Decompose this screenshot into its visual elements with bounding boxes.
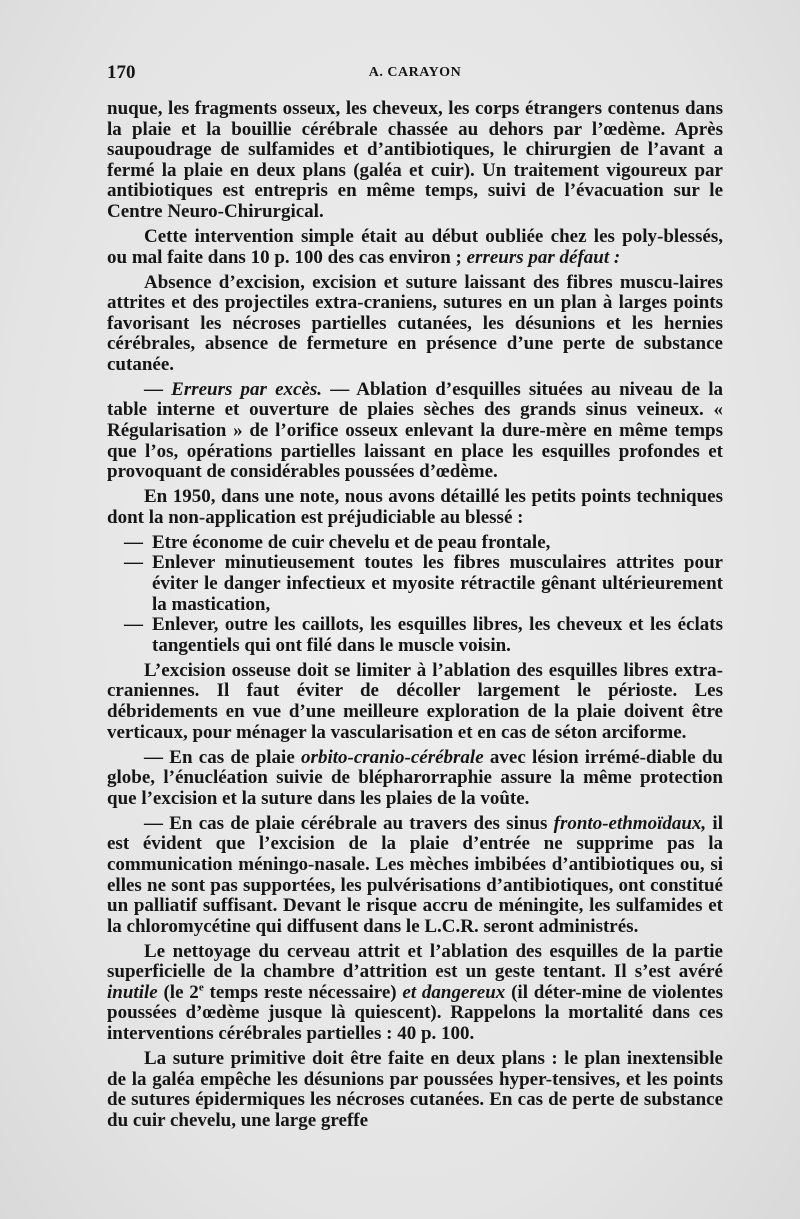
paragraph-continued: nuque, les fragments osseux, les cheveux, les corps étrangers contenus dans la plaie et la bouillie cérébrale chassée au dehors par l’œdème. Après saupoudrage de sulfamides et d’antibiotiques, le chirurgien de l’avant a fermé la plaie en deux plans (galéa et cuir). Un traitement vigoureux par antibiotiques est entrepris en même temps, suivi de l’évacuation sur le Centre Neuro-Chirurgical. <box>107 98 723 222</box>
list-item-text: Enlever minutieusement toutes les fibres musculaires attrites pour éviter le danger infectieux et myosite rétractile gênant ultérieurement la mastication, <box>152 552 723 615</box>
paragraph-intervention-text: Cette intervention simple était au début oubliée chez les poly-blessés, ou mal faite dans 10 p. 100 des cas environ ; <box>107 225 723 268</box>
paragraph-nettoyage-italic-dangereux: et dangereux <box>402 981 506 1003</box>
paragraph-orbito-text: avec lésion irrémé-diable du globe, l’énucléation suivie de blépharorraphie assure la même protection que l’excision et la suture dans les plaies de la voûte. <box>107 746 723 809</box>
list-dash: — <box>124 552 143 574</box>
paragraph-fronto-lead: — En cas de plaie cérébrale au travers des sinus <box>144 812 554 834</box>
paragraph-excision-osseuse: L’excision osseuse doit se limiter à l’ablation des esquilles libres extra-craniennes. Il faut éviter de décoller largement le périoste. Les débridements en vue d’une meilleure exploration de la plaie doivent être verticaux, pour ménager la vascularisation et en cas de séton arciforme. <box>107 659 723 743</box>
paragraph-orbito-cranio <box>107 748 723 810</box>
paragraph-intervention-italic: erreurs par défaut : <box>466 246 621 268</box>
technique-list <box>107 533 723 657</box>
paragraph-nettoyage-c: temps reste nécessaire) <box>203 981 403 1003</box>
body-text <box>107 99 723 1136</box>
running-head-author: A. CARAYON <box>368 65 462 80</box>
list-dash: — <box>124 531 143 553</box>
paragraph-orbito-lead: — En cas de plaie <box>144 746 302 768</box>
paragraph-nettoyage-italic-inutile: inutile <box>107 981 158 1003</box>
paragraph-1950-note: En 1950, dans une note, nous avons détaillé les petits points techniques dont la non-application est préjudiciable au blessé : <box>107 486 723 528</box>
list-item-text: Etre économe de cuir chevelu et de peau frontale, <box>152 531 551 553</box>
paragraph-erreurs-dash: — <box>144 378 172 400</box>
paragraph-nettoyage <box>107 942 723 1045</box>
paragraph-erreurs-exces <box>107 380 723 483</box>
list-dash: — <box>124 614 143 636</box>
list-item <box>107 615 723 656</box>
list-item <box>107 553 723 615</box>
paragraph-orbito-italic: orbito-cranio-cérébrale <box>301 746 484 768</box>
paragraph-suture-primitive: La suture primitive doit être faite en deux plans : le plan inextensible de la galéa empêche les désunions par poussées hyper-tensives, et les points de sutures épidermiques les nécroses cutanées. En cas de perte de substance du cuir chevelu, une large greffe <box>107 1048 723 1131</box>
list-item-text: Enlever, outre les caillots, les esquilles libres, les cheveux et les éclats tangentiels qui ont filé dans le muscle voisin. <box>152 614 723 656</box>
paragraph-nettoyage-a: Le nettoyage du cerveau attrit et l’ablation des esquilles de la partie superficielle de la chambre d’attrition est un geste tentant. Il s’est avéré <box>107 940 723 983</box>
paragraph-nettoyage-d: (il déter-mine de violentes poussées d’œdème jusque là quiescent). Rappelons la mortalité dans ces interventions cérébrales partielles : 40 p. 100. <box>107 981 723 1045</box>
page-header <box>107 62 723 88</box>
paragraph-fronto-text: il est évident que l’excision de la plaie d’entrée ne supprime pas la communication méningo-nasale. Les mèches imbibées d’antibiotiques ou, si elles ne sont pas supportées, les pulvérisations d’antibiotiques, ont constitué un palliatif suffisant. Devant le risque accru de méningite, les sulfamides et la chloromycétine qui diffusent dans le L.C.R. seront administrés. <box>107 812 723 937</box>
page-number: 170 <box>107 62 136 83</box>
paragraph-erreurs-italic: Erreurs par excès. <box>171 378 323 400</box>
paragraph-intervention <box>107 227 723 268</box>
paragraph-fronto-italic: fronto-ethmoïdaux, <box>553 812 707 834</box>
paragraph-erreurs-text: — Ablation d’esquilles situées au niveau de la table interne et ouverture de plaies sèches des grands sinus veineux. « Régularisation » de l’orifice osseux enlevant la dure-mère en même temps que l’os, opérations partielles laissant en place les esquilles profondes et provoquant de considérables poussées d’œdème. <box>107 378 723 483</box>
paragraph-absence: Absence d’excision, excision et suture laissant des fibres muscu-laires attrites et des projectiles extra-craniens, sutures en un plan à larges points favorisant les nécroses partielles cutanées, les désunions et les hernies cérébrales, absence de fermeture en présence d’une perte de substance cutanée. <box>107 271 723 375</box>
paragraph-nettoyage-sup: e <box>198 981 204 994</box>
paragraph-fronto-ethmoidaux <box>107 814 723 938</box>
list-item <box>107 533 723 554</box>
paragraph-nettoyage-b: (le 2 <box>157 981 199 1003</box>
